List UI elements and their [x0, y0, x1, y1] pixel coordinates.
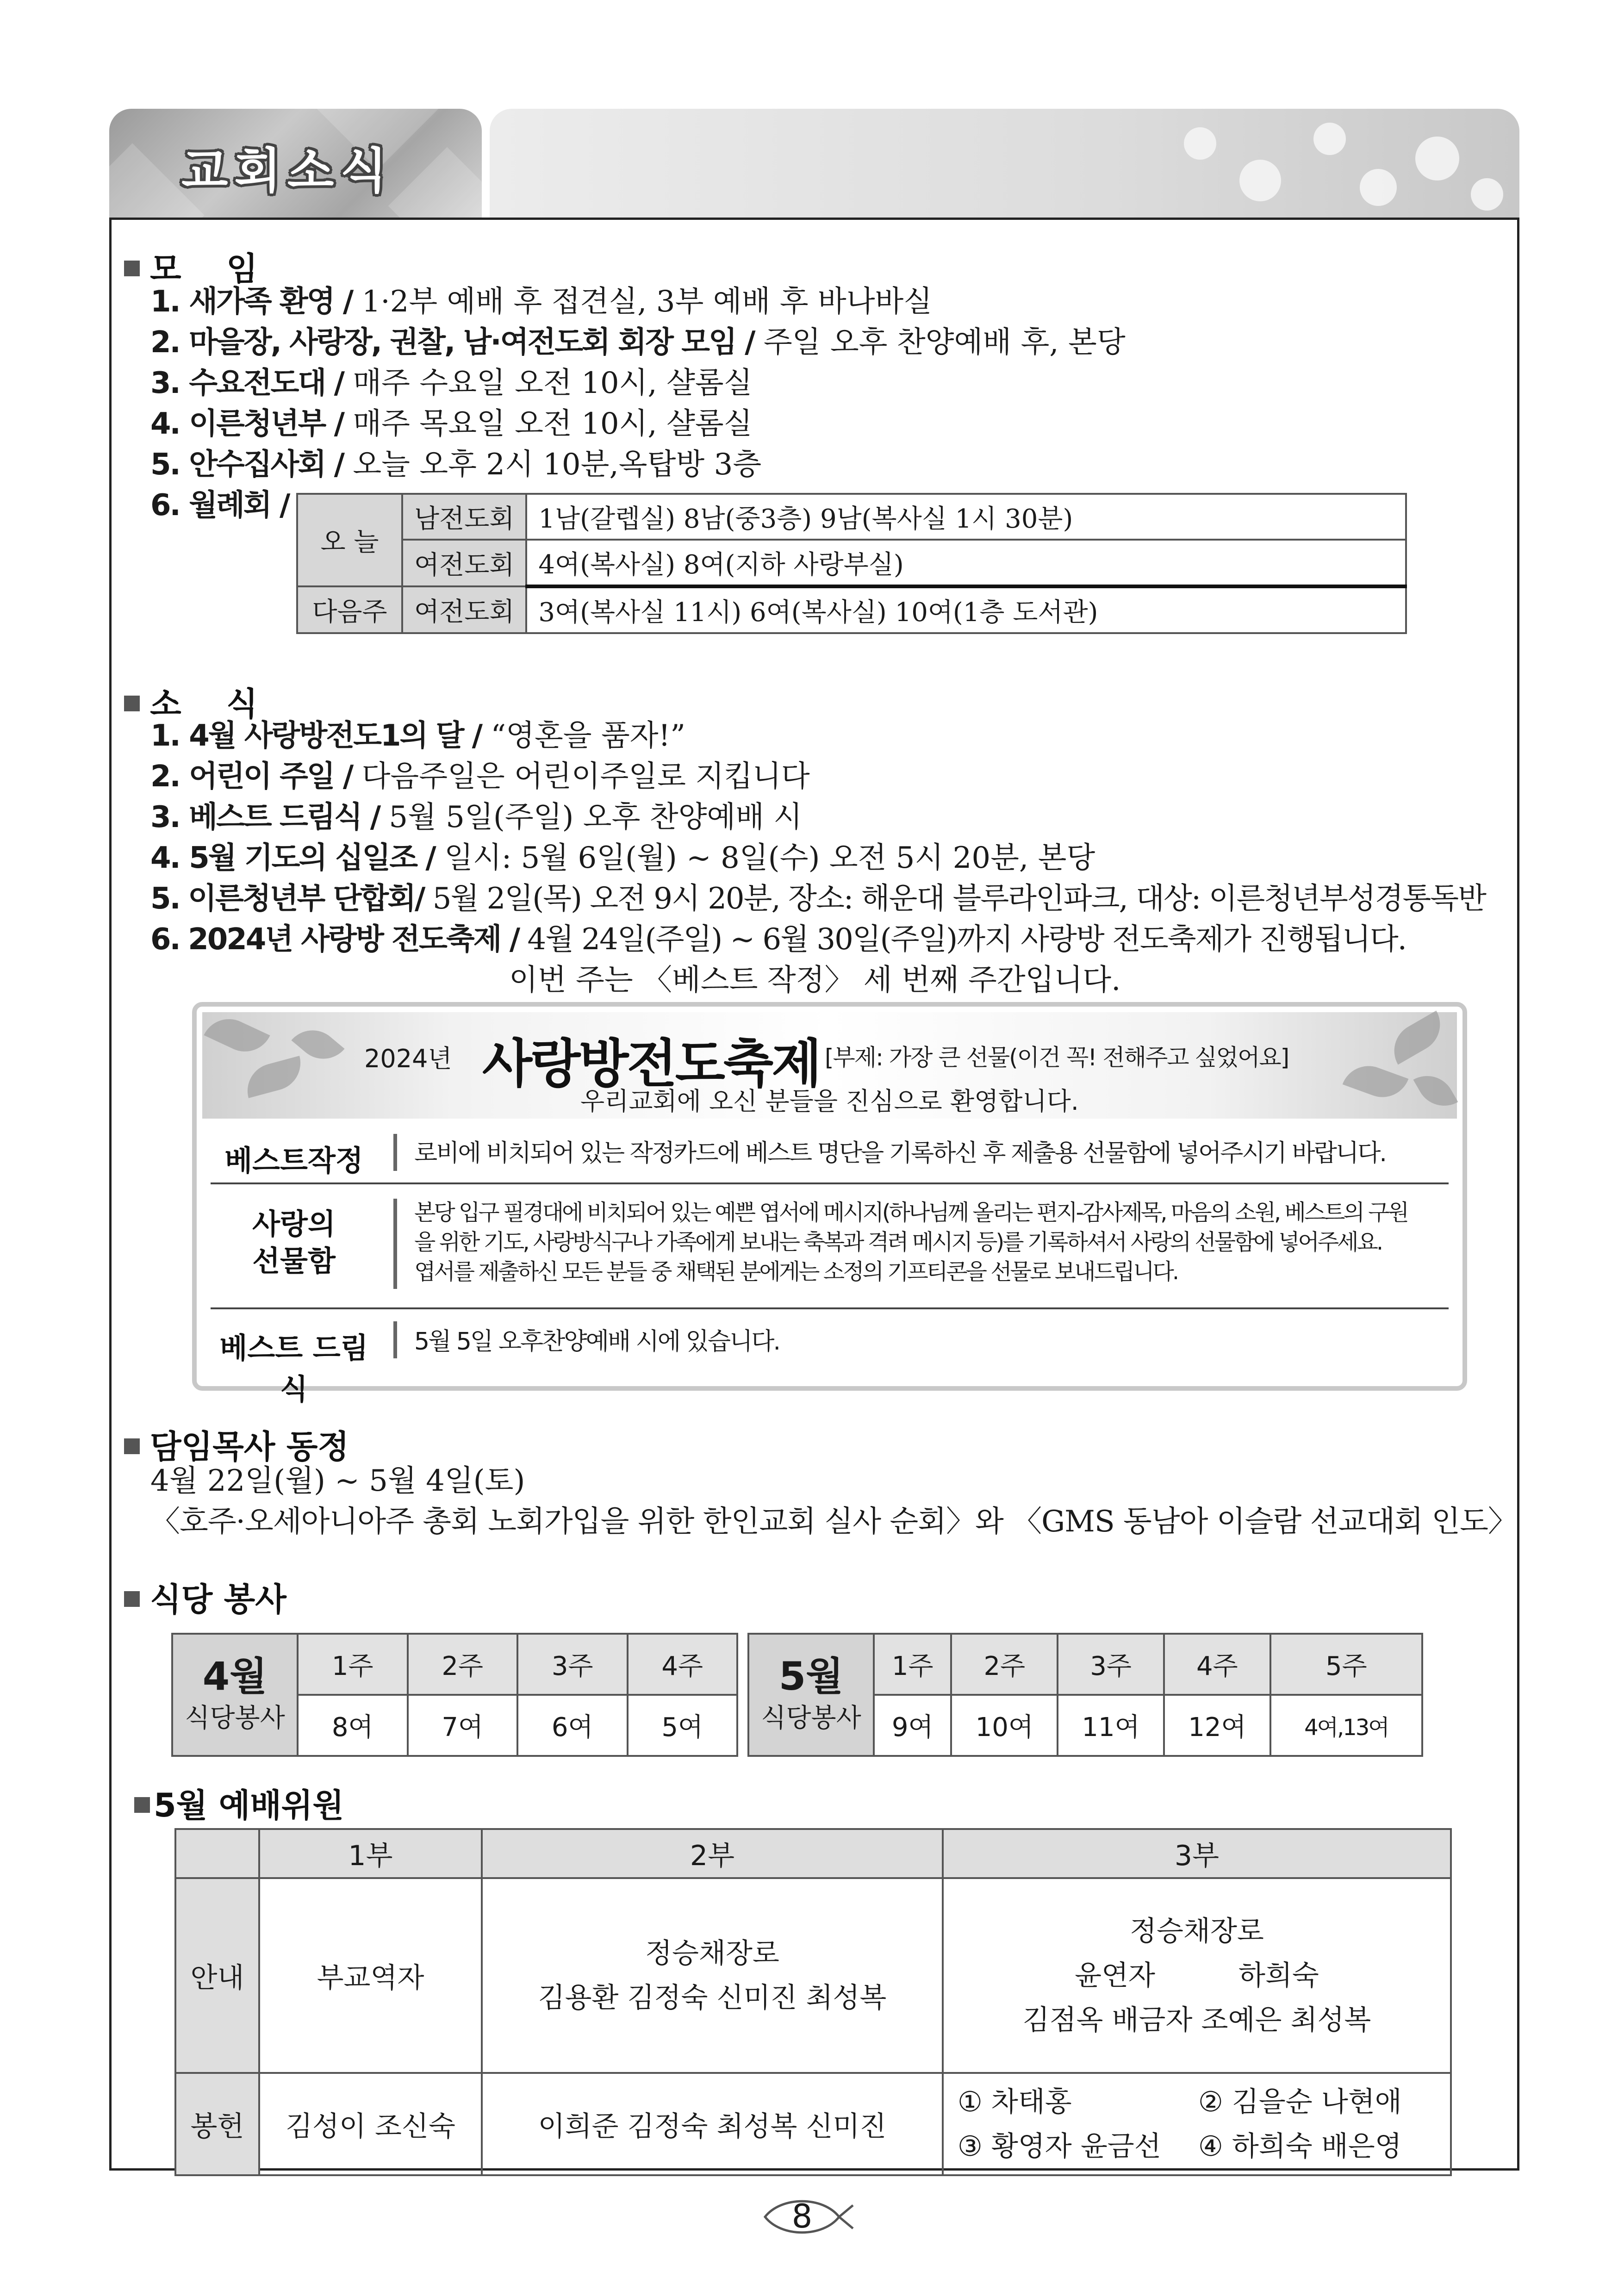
- news-item: 1. 4월 사랑방전도1의 달 / “영혼을 품자!”: [150, 719, 686, 753]
- festival-row: 베스트 드림식 5월 5일 오후찬양예배 시에 있습니다.: [211, 1316, 1449, 1362]
- cafeteria-heading: 식당 봉사: [124, 1574, 286, 1620]
- table-row: 4월 식당봉사 1주 2주 3주 4주: [172, 1634, 737, 1695]
- festival-subtitle: [부제: 가장 큰 선물(이건 꼭! 전해주고 싶었어요]: [825, 1044, 1289, 1071]
- meetings-heading: 모 임: [124, 243, 258, 290]
- festival-title: 사랑방전도축제: [482, 1034, 820, 1094]
- festival-row: 베스트작정 로비에 비치되어 있는 작정카드에 베스트 명단을 기록하신 후 제출용 선물함에 넣어주시기 바랍니다.: [211, 1129, 1449, 1176]
- monthly-meeting-table: [296, 493, 1407, 634]
- table-row: 여전도회 4여(복사실) 8여(지하 사랑부실): [297, 540, 1406, 586]
- evangelism-festival-box: [192, 1002, 1467, 1406]
- today-label: 오 늘: [297, 494, 402, 586]
- news-item: 3. 베스트 드림식 / 5월 5일(주일) 오후 찬양예배 시: [150, 800, 803, 834]
- meeting-item: 3. 수요전도대 / 매주 수요일 오전 10시, 샬롬실: [150, 366, 753, 400]
- worship-committee-table: [174, 1828, 1452, 2176]
- header-tab: [109, 109, 482, 218]
- next-week-label: 다음주: [297, 586, 402, 633]
- meeting-item: 4. 이른청년부 / 매주 목요일 오전 10시, 샬롬실: [150, 407, 753, 441]
- cafeteria-table-april: [171, 1633, 738, 1757]
- worship-heading: 5월 예배위원: [134, 1780, 344, 1826]
- festival-year: 2024년: [364, 1044, 452, 1073]
- table-row: 다음주 여전도회 3여(복사실 11시) 6여(복사실) 10여(1층 도서관): [297, 586, 1406, 633]
- table-row: 안내 부교역자 정승채장로 김용환 김정숙 신미진 최성복 정승채장로 윤연자 하희숙 김점옥 배금자 조예은 최성복: [175, 1878, 1451, 2073]
- table-row: 봉헌 김성이 조신숙 이희준 김정숙 최성복 신미진 ① 차태홍 ② 김을순 나현애 ③ 황영자 윤금선 ④ 하희숙 배은영: [175, 2073, 1451, 2175]
- cafeteria-table-may: [747, 1633, 1423, 1757]
- meeting-item: 5. 안수집사회 / 오늘 오후 2시 10분,옥탑방 3층: [150, 448, 762, 482]
- table-row: 5월 식당봉사 1주 2주 3주 4주 5주: [748, 1634, 1422, 1695]
- news-item: 6. 2024년 사랑방 전도축제 / 4월 24일(주일) ~ 6월 30일(주일)까지 사랑방 전도축제가 진행됩니다.: [150, 922, 1406, 957]
- news-item: 5. 이른청년부 단합회/ 5월 2일(목) 오전 9시 20분, 장소: 해운대 블루라인파크, 대상: 이른청년부성경통독반: [150, 882, 1486, 916]
- festival-row: 사랑의 선물함 본당 입구 필경대에 비치되어 있는 예쁜 엽서에 메시지(하나님께 올리는 편지-감사제목, 마음의 소원, 베스트의 구원 을 위한 기도, 사랑방식구나 가족에게 보내는 축복과 격려 메시지 등)를 기록하셔서 사랑의 선물함에 넣어주세요. 엽서를 제출하신 모든 분들 중 채택된 분에게는 소정의 기프티콘을 선물로 보내드립니다.: [211, 1189, 1449, 1303]
- meeting-item: 1. 새가족 환영 / 1·2부 예배 후 접견실, 3부 예배 후 바나바실: [150, 285, 933, 319]
- pastor-date: 4월 22일(월) ~ 5월 4일(토): [150, 1464, 525, 1498]
- festival-welcome: 우리교회에 오신 분들을 진심으로 환영합니다.: [580, 1087, 1079, 1116]
- news-item-continued: 이번 주는 〈베스트 작정〉 세 번째 주간입니다.: [509, 963, 1121, 997]
- meeting-item: 2. 마을장, 사랑장, 권찰, 남·여전도회 회장 모임 / 주일 오후 찬양예배 후, 본당: [150, 325, 1126, 360]
- pastor-description: 〈호주·오세아니아주 총회 노회가입을 위한 한인교회 실사 순회〉와 〈GMS 동남아 이슬람 선교대회 인도〉: [150, 1505, 1517, 1539]
- page-number: 8: [763, 2194, 855, 2240]
- news-heading: 소 식: [124, 678, 258, 725]
- news-item: 2. 어린이 주일 / 다음주일은 어린이주일로 지킵니다: [150, 759, 810, 794]
- pastor-heading: 담임목사 동정: [124, 1421, 349, 1468]
- table-row: 9여 10여 11여 12여 4여,13여: [748, 1695, 1422, 1756]
- table-row: 8여 7여 6여 5여: [172, 1695, 737, 1756]
- section-title: 교회소식: [181, 143, 393, 199]
- meeting-item: 6. 월례회 /: [150, 488, 289, 523]
- table-row: 오 늘 남전도회 1남(갈렙실) 8남(중3층) 9남(복사실 1시 30분): [297, 494, 1406, 540]
- news-item: 4. 5월 기도의 십일조 / 일시: 5월 6일(월) ~ 8일(수) 오전 5시 20분, 본당: [150, 841, 1095, 875]
- table-row: 1부 2부 3부: [175, 1829, 1451, 1878]
- header-banner: [490, 109, 1519, 218]
- festival-banner: [202, 1012, 1457, 1119]
